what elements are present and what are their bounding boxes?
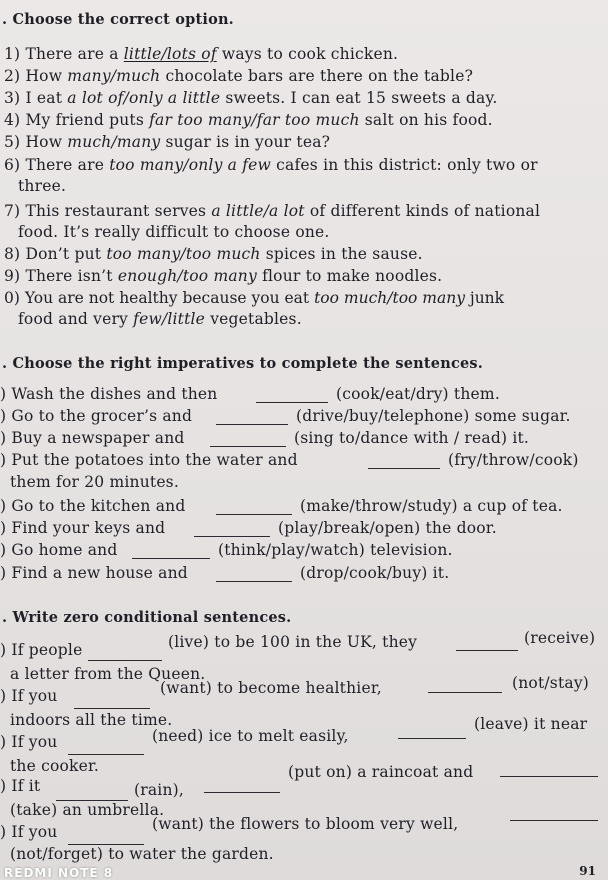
s1-item-6: 6) There are too many/only a few cafes in this district: only two or <box>4 156 538 174</box>
s3-line-3c: (not/stay) <box>512 674 590 692</box>
s2-item-1-options: (cook/eat/dry) them. <box>336 385 500 403</box>
s3-line-9b: (want) the flowers to bloom very well, <box>152 815 459 833</box>
s3-line-2: a letter from the Queen. <box>10 665 206 683</box>
s3-line-5a: ) If you <box>0 733 58 751</box>
s3-line-10: (not/forget) to water the garden. <box>10 845 274 863</box>
s3-blank-4[interactable] <box>428 678 502 693</box>
s2-item-4-cont: them for 20 minutes. <box>10 473 179 491</box>
s1-item-2: 2) How many/much chocolate bars are there on the table? <box>4 67 474 85</box>
s3-blank-5[interactable] <box>68 740 144 755</box>
s3-line-5c: (leave) it near <box>474 715 588 733</box>
s2-item-2-options: (drive/buy/telephone) some sugar. <box>296 407 571 425</box>
s1-item-1: 1) There are a little/lots of ways to cook chicken. <box>4 45 399 63</box>
s3-line-3a: ) If you <box>0 687 58 705</box>
s2-blank-2[interactable] <box>216 410 288 425</box>
s3-blank-1[interactable] <box>88 646 162 661</box>
s3-line-1a: ) If people <box>0 641 83 659</box>
s2-item-7-options: (think/play/watch) television. <box>218 541 453 559</box>
s3-blank-7[interactable] <box>56 786 128 801</box>
s2-item-4-options: (fry/throw/cook) <box>448 451 579 469</box>
s2-item-6: ) Find your keys and <box>0 519 166 537</box>
section2-heading: . Choose the right imperatives to complete the sentences. <box>2 355 484 372</box>
s3-blank-9[interactable] <box>500 762 598 777</box>
s3-blank-10[interactable] <box>68 830 144 845</box>
s3-line-7a: ) If it <box>0 777 41 795</box>
s1-item-6-cont: three. <box>18 177 67 195</box>
s3-line-8: (take) an umbrella. <box>10 801 165 819</box>
s3-line-1c: (receive) <box>524 629 596 647</box>
s3-blank-6[interactable] <box>398 724 466 739</box>
s1-item-3: 3) I eat a lot of/only a little sweets. I can eat 15 sweets a day. <box>4 89 498 107</box>
s3-line-4: indoors all the time. <box>10 711 173 729</box>
camera-watermark: REDMI NOTE 8 <box>4 866 114 880</box>
s2-blank-3[interactable] <box>210 432 286 447</box>
s1-item-8: 8) Don’t put too many/too much spices in the sause. <box>4 245 423 263</box>
s1-item-7: 7) This restaurant serves a little/a lot of different kinds of national <box>4 202 541 220</box>
s2-item-8: ) Find a new house and <box>0 564 188 582</box>
s2-item-5: ) Go to the kitchen and <box>0 497 186 515</box>
s2-blank-8[interactable] <box>216 567 292 582</box>
s2-item-3-options: (sing to/dance with / read) it. <box>294 429 530 447</box>
s3-line-1b: (live) to be 100 in the UK, they <box>168 633 418 651</box>
s1-item-10-cont: food and very few/little vegetables. <box>18 310 302 328</box>
s2-item-3: ) Buy a newspaper and <box>0 429 185 447</box>
s1-item-9: 9) There isn’t enough/too many flour to make noodles. <box>4 267 443 285</box>
s2-item-4: ) Put the potatoes into the water and <box>0 451 298 469</box>
s3-blank-3[interactable] <box>74 694 150 709</box>
section1-heading: . Choose the correct option. <box>2 11 234 28</box>
s3-blank-2[interactable] <box>456 636 518 651</box>
s3-blank-8[interactable] <box>204 778 280 793</box>
s1-item-4: 4) My friend puts far too many/far too much salt on his food. <box>4 111 493 129</box>
s2-item-7: ) Go home and <box>0 541 118 559</box>
s3-line-5b: (need) ice to melt easily, <box>152 727 349 745</box>
s2-blank-5[interactable] <box>216 500 292 515</box>
s2-item-8-options: (drop/cook/buy) it. <box>300 564 450 582</box>
s3-blank-11[interactable] <box>510 806 598 821</box>
s1-item-5: 5) How much/many sugar is in your tea? <box>4 133 331 151</box>
s3-line-7b: (rain), <box>134 781 185 799</box>
s3-line-9a: ) If you <box>0 823 58 841</box>
page-number: 91 <box>579 864 596 878</box>
section3-heading: . Write zero conditional sentences. <box>2 609 292 626</box>
s2-blank-6[interactable] <box>194 522 270 537</box>
s3-line-7c: (put on) a raincoat and <box>288 763 474 781</box>
s2-blank-7[interactable] <box>132 544 210 559</box>
s2-item-2: ) Go to the grocer’s and <box>0 407 193 425</box>
s2-item-1: ) Wash the dishes and then <box>0 385 218 403</box>
s2-blank-4[interactable] <box>368 454 440 469</box>
s3-line-6: the cooker. <box>10 757 100 775</box>
s1-item-7-cont: food. It’s really difficult to choose one. <box>18 223 330 241</box>
s1-item-10: 0) You are not healthy because you eat too much/too many junk <box>4 289 505 307</box>
s3-line-3b: (want) to become healthier, <box>160 679 382 697</box>
s2-blank-1[interactable] <box>256 388 328 403</box>
s2-item-6-options: (play/break/open) the door. <box>278 519 497 537</box>
s2-item-5-options: (make/throw/study) a cup of tea. <box>300 497 563 515</box>
